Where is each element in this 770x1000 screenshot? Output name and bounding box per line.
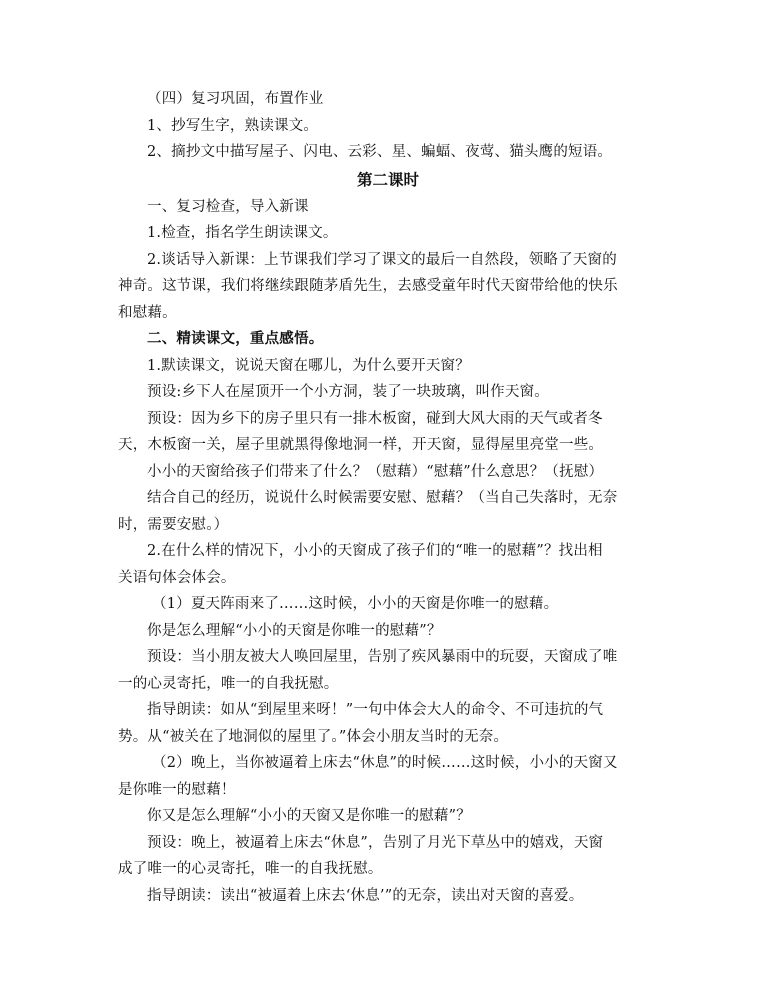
paragraph: 2.谈话导入新课：上节课我们学习了课文的最后一自然段，领略了天窗的 [147,251,617,268]
paragraph: （2）晚上，当你被逼着上床去“休息”的时候……这时候，小小的天窗又 [152,755,618,771]
paragraph: 预设：晚上，被逼着上床去“休息”，告别了月光下草丛中的嬉戏，天窗 [147,834,604,851]
paragraph: 关语句体会体会。 [118,569,236,586]
paragraph: 小小的天窗给孩子们带来了什么？（慰藉）“慰藉”什么意思？（抚慰） [147,463,604,480]
paragraph: 势。从“被关在了地洞似的屋里了。”体会小朋友当时的无奈。 [118,728,509,745]
paragraph: 2.在什么样的情况下，小小的天窗成了孩子们的“唯一的慰藉”？找出相 [147,543,603,559]
paragraph: 结合自己的经历，说说什么时候需要安慰、慰藉？（当自己失落时，无奈 [147,490,618,506]
part-two-heading: 二、精读课文，重点感悟。 [147,330,324,347]
paragraph: 预设:乡下人在屋顶开一个小方洞，装了一块玻璃，叫作天窗。 [147,384,549,400]
paragraph: 1.检查，指名学生朗读课文。 [147,225,338,241]
paragraph: 你又是怎么理解“小小的天窗又是你唯一的慰藉”？ [147,808,471,824]
paragraph: 和慰藉。 [118,304,177,321]
paragraph: 指导朗读：如从“到屋里来呀！”一句中体会大人的命令、不可违抗的气 [147,702,604,718]
paragraph: 时，需要安慰。） [118,516,229,533]
paragraph: 1.默读课文，说说天窗在哪儿，为什么要开天窗？ [147,357,470,374]
section-four-heading: （四）复习巩固，布置作业 [147,91,324,107]
paragraph: 你是怎么理解“小小的天窗是你唯一的慰藉”？ [147,622,442,639]
paragraph: 一的心灵寄托，唯一的自我抚慰。 [118,675,339,692]
paragraph: 预设：当小朋友被大人唤回屋里，告别了疾风暴雨中的玩耍，天窗成了唯 [147,649,618,665]
paragraph: 是你唯一的慰藉！ [118,781,236,798]
paragraph: 指导朗读：读出“被逼着上床去‘休息’”的无奈，读出对天窗的喜爱。 [147,887,584,904]
paragraph: 天，木板窗一关，屋子里就黑得像地洞一样，开天窗，显得屋里亮堂一些。 [118,437,604,453]
homework-item-2: 2、摘抄文中描写屋子、闪电、云彩、星、蝙蝠、夜莺、猫头鹰的短语。 [147,144,613,160]
paragraph: 神奇。这节课，我们将继续跟随茅盾先生，去感受童年时代天窗带给他的快乐 [118,278,618,294]
lesson-two-title: 第二课时 [356,169,419,189]
paragraph: （1）夏天阵雨来了……这时候，小小的天窗是你唯一的慰藉。 [152,596,559,612]
document-page [118,86,658,909]
paragraph: 预设：因为乡下的房子里只有一排木板窗，碰到大风大雨的天气或者冬 [147,410,603,427]
part-one-heading: 一、复习检查，导入新课 [147,198,309,215]
paragraph: 成了唯一的心灵寄托，唯一的自我抚慰。 [118,861,383,877]
homework-item-1: 1、抄写生字，熟读课文。 [147,117,319,134]
